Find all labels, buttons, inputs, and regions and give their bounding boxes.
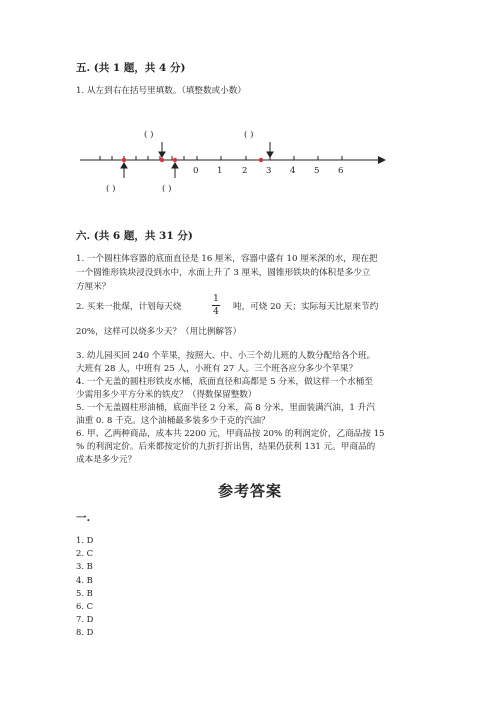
q5-line-1: 5. 一个无盖圆柱形油桶，底面半径 2 分米，高 8 分米，里面装满汽油，1 升汽 <box>76 403 375 413</box>
q4-line-1: 4. 一个无盖的圆柱形铁皮水桶，底面直径和高都是 5 分米，做这样一个水桶至 <box>76 377 373 387</box>
q1-line-3: 方厘米？ <box>76 282 111 292</box>
q2-text-part1: 2. 买来一批煤，计划每天烧 <box>76 302 182 312</box>
answers-title: 参考答案 <box>218 482 283 500</box>
tick-label-6: 6 <box>338 166 344 176</box>
answer-item: 2. C <box>76 548 94 559</box>
answer-item: 3. B <box>76 561 93 572</box>
tick-label-0: 0 <box>193 166 199 176</box>
arrow-right-icon <box>378 156 386 164</box>
number-line <box>76 140 396 180</box>
section5-question1: 1. 从左到右在括号里填数。（填整数或小数） <box>76 86 246 96</box>
tick-label-4: 4 <box>290 166 296 176</box>
number-line-figure <box>76 124 396 199</box>
q2-text-part2: 吨，可烧 20 天；实际每天比原来节约 <box>233 302 379 312</box>
paren-bottom-left: ( ) <box>106 184 116 194</box>
q3-line-1: 3. 幼儿园买回 240 个苹果，按照大、中、小三个幼儿班的人数分配给各个班。 <box>76 351 376 361</box>
q3-line-2: 大班有 28 人，中班有 25 人，小班有 27 人。三个班各应分多少个苹果？ <box>76 364 358 374</box>
tick-label-2: 2 <box>242 166 248 176</box>
marked-point-1 <box>122 158 126 162</box>
q2-line-2: 20%，这样可以烧多少天？（用比例解答） <box>76 327 242 337</box>
marked-point-4 <box>259 158 263 162</box>
tick-label-3: 3 <box>266 166 272 176</box>
q6-line-3: 成本是多少元？ <box>76 455 137 465</box>
answer-item: 8. D <box>76 627 94 638</box>
answer-item: 7. D <box>76 614 94 625</box>
q4-line-2: 少需用多少平方分米的铁皮？（得数保留整数） <box>76 390 257 400</box>
q6-line-2: % 的利润定价。后来都按定价的九折打折出售，结果仍获利 131 元。甲商品的 <box>76 442 376 452</box>
q1-line-1: 1. 一个圆柱体容器的底面直径是 16 厘米，容器中盛有 10 厘米深的水，现在把 <box>76 254 378 264</box>
answer-item: 6. C <box>76 601 94 612</box>
answer-list <box>76 534 93 640</box>
q6-line-1: 6. 甲、乙两种商品，成本共 2200 元，甲商品按 20% 的利润定价，乙商品按 15 <box>76 429 385 439</box>
answers-part-label: 一. <box>76 512 91 524</box>
fraction-numerator: 1 <box>213 294 219 304</box>
tick-label-1: 1 <box>217 166 223 176</box>
tick-label-5: 5 <box>314 166 320 176</box>
answer-item: 1. D <box>76 535 94 545</box>
fraction-denominator: 4 <box>213 307 219 317</box>
section5-heading: 五. (共 1 题，共 4 分) <box>76 62 186 74</box>
q1-line-2: 一个圆锥形铁块浸没到水中，水面上升了 3 厘米，圆锥形铁块的体积是多少立 <box>76 268 371 278</box>
fraction-bar <box>212 305 220 306</box>
marked-point-2 <box>160 158 164 162</box>
section6-heading: 六. (共 6 题，共 31 分) <box>76 230 193 242</box>
paren-bottom-right: ( ) <box>162 184 172 194</box>
paren-top-right: ( ) <box>244 130 254 140</box>
q2-fraction <box>211 294 221 317</box>
q5-line-2: 油重 0. 8 千克。这个油桶最多装多少千克的汽油？ <box>76 416 270 426</box>
answer-item: 4. B <box>76 574 93 585</box>
answer-item: 5. B <box>76 587 93 598</box>
marked-point-3 <box>173 158 177 162</box>
paren-top-left: ( ) <box>144 130 154 140</box>
